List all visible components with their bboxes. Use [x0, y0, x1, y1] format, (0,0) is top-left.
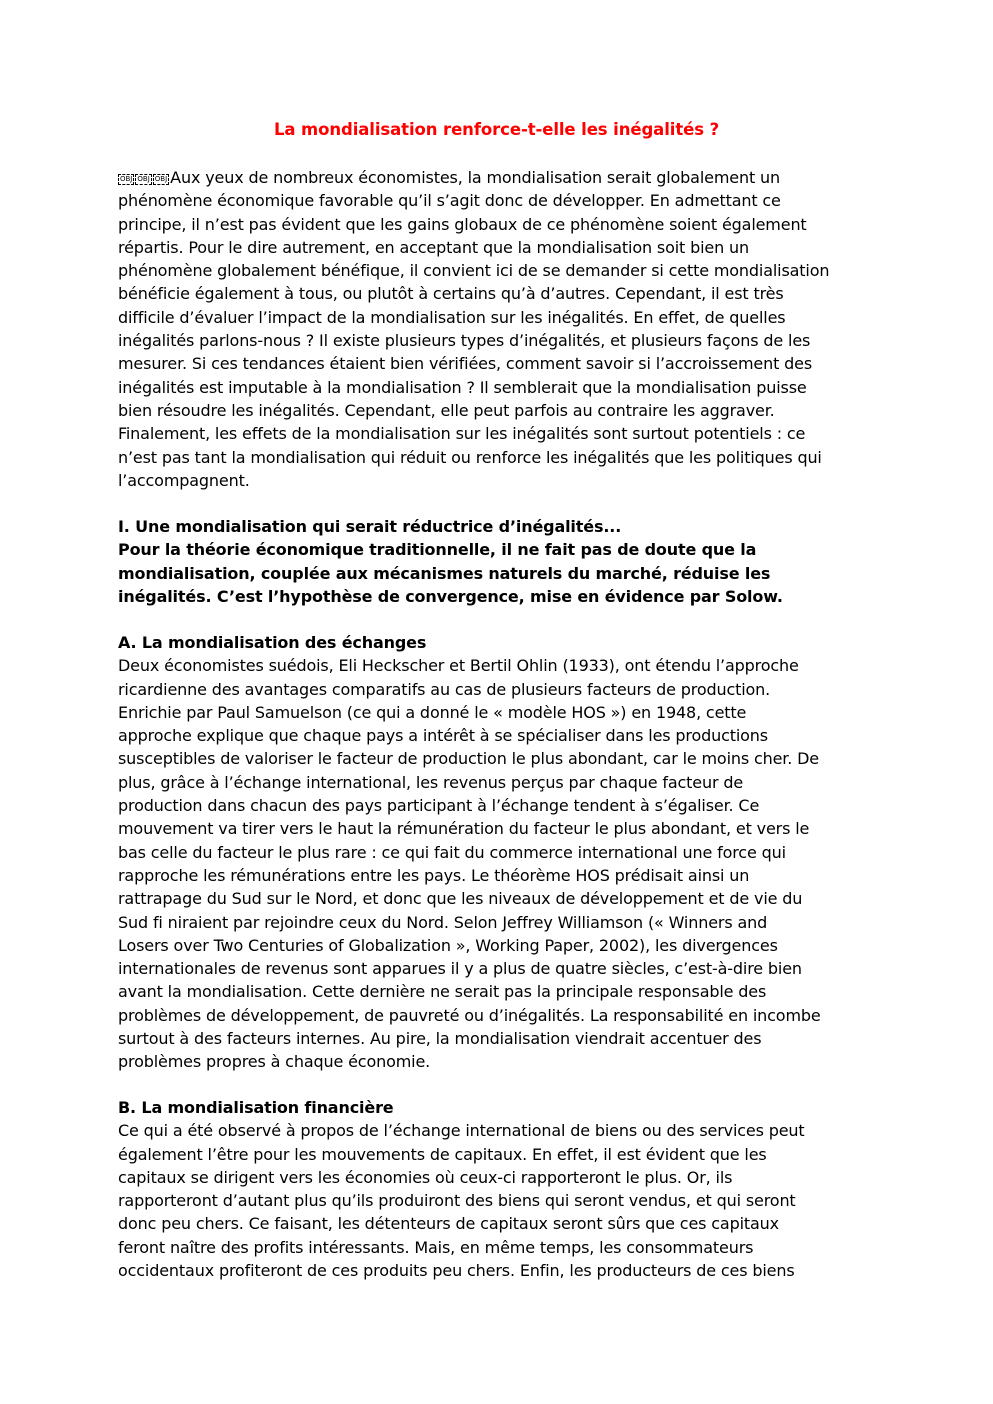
section-a-line: surtout à des facteurs internes. Au pire, la mondialisation viendrait accentuer des — [118, 1029, 762, 1049]
intro-line: répartis. Pour le dire autrement, en acceptant que la mondialisation soit bien un — [118, 237, 749, 257]
section-a-line: Losers over Two Centuries of Globalization », Working Paper, 2002), les divergences — [118, 935, 778, 955]
object-placeholder-icon: OBJ — [120, 175, 133, 183]
intro-line: inégalités parlons-nous ? Il existe plusieurs types d’inégalités, et plusieurs façons de les — [118, 331, 811, 351]
section-b-line: feront naître des profits intéressants. Mais, en même temps, les consommateurs — [118, 1237, 754, 1257]
section-b — [118, 1096, 878, 1282]
intro-line: phénomène globalement bénéfique, il convient ici de se demander si cette mondialisation — [118, 261, 830, 281]
section-b-line: capitaux se dirigent vers les économies où ceux-ci rapporteront le plus. Or, ils — [118, 1167, 733, 1187]
section-1-heading: I. Une mondialisation qui serait réductrice d’inégalités... — [118, 517, 622, 536]
section-b-line: rapporteront d’autant plus qu’ils produiront des biens qui seront vendus, et qui seront — [118, 1191, 796, 1211]
section-a-line: Deux économistes suédois, Eli Heckscher et Bertil Ohlin (1933), ont étendu l’approche — [118, 656, 799, 676]
object-placeholder-icon: OBJ — [154, 175, 168, 183]
section-1-summary-line: mondialisation, couplée aux mécanismes naturels du marché, réduise les — [118, 563, 771, 583]
section-a-heading: A. La mondialisation des échanges — [118, 633, 427, 652]
section-a-line: avant la mondialisation. Cette dernière ne serait pas la principale responsable des — [118, 982, 767, 1002]
section-a-line: bas celle du facteur le plus rare : ce qui fait du commerce international une force qui — [118, 842, 786, 862]
section-a-line: susceptibles de valoriser le facteur de production le plus abondant, car le moins cher. De — [118, 749, 820, 769]
intro-line: n’est pas tant la mondialisation qui réduit ou renforce les inégalités que les politiques qui — [118, 447, 822, 467]
intro-line: bénéficie également à tous, ou plutôt à certains qu’à d’autres. Cependant, il est très — [118, 284, 784, 304]
intro-line: principe, il n’est pas évident que les gains globaux de ce phénomène soient également — [118, 214, 807, 234]
section-a-line: plus, grâce à l’échange international, les revenus perçus par chaque facteur de — [118, 772, 744, 792]
section-a — [118, 631, 878, 1074]
intro-line: OBJ OBJ OBJ Aux yeux de nombreux économistes, la mondialisation serait globalement un — [120, 168, 780, 187]
section-b-heading: B. La mondialisation financière — [118, 1098, 394, 1117]
intro-line: mesurer. Si ces tendances étaient bien vérifiées, comment savoir si l’accroissement des — [118, 354, 813, 374]
section-a-line: approche explique que chaque pays a intérêt à se spécialiser dans les productions — [118, 726, 768, 746]
section-a-line: mouvement va tirer vers le haut la rémunération du facteur le plus abondant, et vers le — [118, 819, 810, 839]
section-1 — [118, 515, 878, 608]
section-a-line: internationales de revenus sont apparues il y a plus de quatre siècles, c’est-à-dire bien — [118, 959, 802, 979]
section-b-line: occidentaux profiteront de ces produits peu chers. Enfin, les producteurs de ces biens — [118, 1261, 795, 1281]
section-a-line: production dans chacun des pays participant à l’échange tendent à s’égaliser. Ce — [118, 796, 760, 816]
section-a-line: rattrapage du Sud sur le Nord, et donc que les niveaux de développement et de vie du — [118, 889, 803, 909]
intro-line: Finalement, les effets de la mondialisation sur les inégalités sont surtout potentiels : ce — [118, 424, 806, 444]
section-b-line: Ce qui a été observé à propos de l’échange international de biens ou des services peut — [118, 1121, 805, 1141]
object-placeholder-icon: OBJ — [137, 175, 150, 183]
section-a-line: problèmes de développement, de pauvreté ou d’inégalités. La responsabilité en incombe — [118, 1005, 821, 1025]
intro-line: l’accompagnent. — [118, 470, 250, 490]
section-a-line: Sud fi niraient par rejoindre ceux du Nord. Selon Jeffrey Williamson (« Winners and — [118, 912, 768, 932]
intro-line: difficile d’évaluer l’impact de la mondialisation sur les inégalités. En effet, de quelles — [118, 307, 786, 327]
intro-paragraph — [118, 166, 878, 492]
document-title: La mondialisation renforce-t-elle les inégalités ? — [273, 120, 720, 139]
section-a-line: rapproche les rémunérations entre les pays. Le théorème HOS prédisait ainsi un — [118, 865, 750, 885]
section-1-summary-line: Pour la théorie économique traditionnelle, il ne fait pas de doute que la — [118, 540, 757, 560]
section-a-line: problèmes propres à chaque économie. — [118, 1052, 431, 1072]
section-a-line: Enrichie par Paul Samuelson (ce qui a donné le « modèle HOS ») en 1948, cette — [118, 702, 747, 722]
section-b-line: également l’être pour les mouvements de capitaux. En effet, il est évident que les — [118, 1144, 767, 1164]
section-1-summary-line: inégalités. C’est l’hypothèse de convergence, mise en évidence par Solow. — [118, 586, 783, 606]
section-b-line: donc peu chers. Ce faisant, les détenteurs de capitaux seront sûrs que ces capitaux — [118, 1214, 779, 1234]
section-a-line: ricardienne des avantages comparatifs au cas de plusieurs facteurs de production. — [118, 679, 771, 699]
intro-line: phénomène économique favorable qu’il s’agit donc de développer. En admettant ce — [118, 191, 781, 211]
intro-line: inégalités est imputable à la mondialisation ? Il semblerait que la mondialisation puisse — [118, 377, 807, 397]
intro-line: bien résoudre les inégalités. Cependant, elle peut parfois au contraire les aggraver. — [118, 400, 775, 420]
